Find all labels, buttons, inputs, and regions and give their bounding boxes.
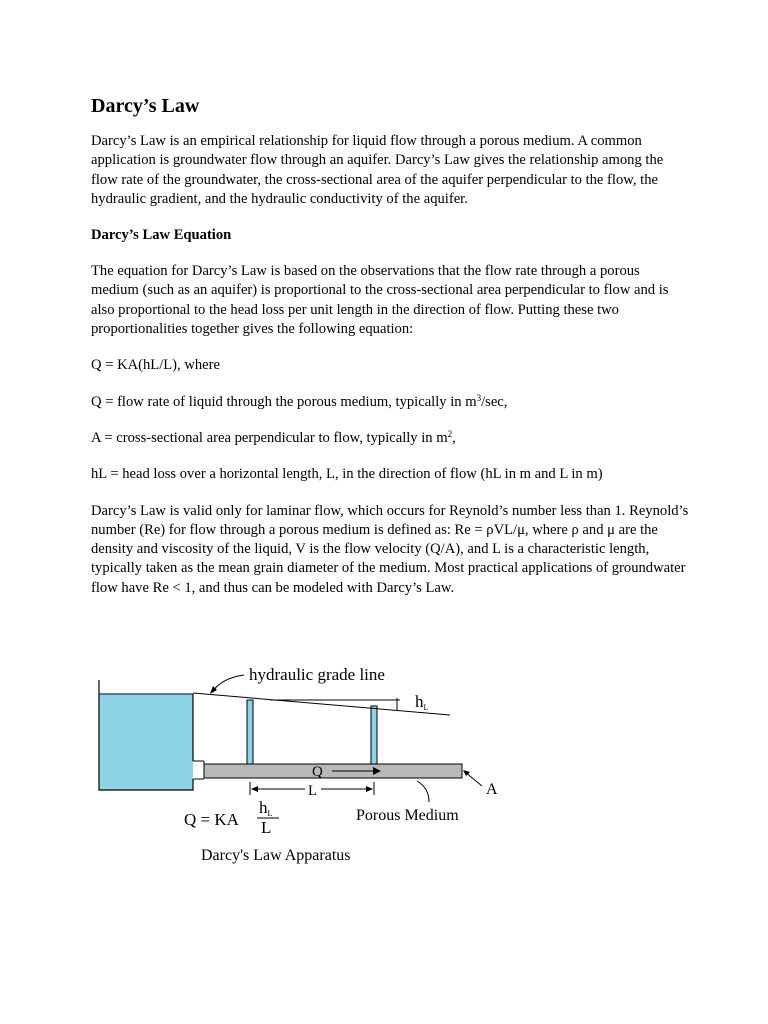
q-definition-sup: 3	[476, 392, 482, 403]
text-column	[91, 94, 691, 615]
figure-caption: Darcy's Law Apparatus	[201, 847, 351, 864]
a-definition-text: A = cross-sectional area perpendicular to flow, typically in m	[91, 429, 448, 446]
length-arrow-right	[366, 786, 373, 792]
a-definition	[91, 429, 691, 448]
q-definition	[91, 393, 691, 412]
equation-intro-paragraph: The equation for Darcy’s Law is based on the observations that the flow rate through a porous medium (such as an aquifer) is proportional to the cross-sectional area perpendicular to flow and is also proportional to the head loss per unit length in the direction of flow. Putting these two proportionalities together gives the following equation:	[91, 263, 669, 338]
q-definition-tail: /sec,	[481, 393, 508, 410]
intro-paragraph: Darcy’s Law is an empirical relationship for liquid flow through a porous medium. A common application is groundwater flow through an aquifer. Darcy’s Law gives the relationship among the flow rate of the groundwater, the cross-sectional area of the aquifer perpendicular to the flow, the hydraulic gradient, and the hydraulic conductivity of the aquifer.	[91, 133, 664, 207]
grade-line-label: hydraulic grade line	[249, 665, 385, 684]
flow-q-label: Q	[312, 764, 323, 780]
hl-label	[415, 692, 429, 712]
formula-numerator-main: h	[259, 798, 268, 817]
porous-medium-label: Porous Medium	[356, 807, 459, 824]
porous-medium-pointer	[417, 781, 429, 802]
formula-lhs: Q = KA	[184, 810, 239, 829]
hl-definition: hL = head loss over a horizontal length, L, in the direction of flow (hL in m and L in m)	[91, 466, 603, 483]
tank-water	[99, 694, 193, 790]
area-label: A	[486, 781, 498, 798]
page-title: Darcy’s Law	[91, 95, 200, 117]
grade-line-pointer	[212, 675, 244, 692]
equation-line: Q = KA(hL/L), where	[91, 357, 220, 374]
a-definition-tail: ,	[452, 429, 456, 446]
formula-numerator	[259, 798, 273, 818]
length-arrow-left	[251, 786, 258, 792]
length-label: L	[308, 783, 318, 799]
piezometer-tube-1	[247, 700, 253, 764]
hydraulic-grade-line	[193, 693, 450, 715]
formula-numerator-sub: L	[267, 809, 273, 818]
a-definition-sup: 2	[447, 428, 453, 439]
section-heading: Darcy’s Law Equation	[91, 227, 232, 244]
q-definition-text: Q = flow rate of liquid through the porous medium, typically in m	[91, 393, 477, 410]
darcy-apparatus-diagram	[92, 660, 512, 870]
hl-label-sub: L	[423, 703, 429, 712]
validity-paragraph: Darcy’s Law is valid only for laminar flow, which occurs for Reynold’s number less than 1. Reynold’s number (Re) for flow through a porous medium is defined as: Re = ρVL/μ, where ρ and μ are the density and viscosity of the liquid, V is the flow velocity (Q/A), and L is a characteristic length, typically taken as the mean grain diameter of the medium. Most practical applications of groundwater flow have Re < 1, and thus can be modeled with Darcy’s Law.	[91, 502, 689, 596]
hl-label-main: h	[415, 692, 424, 711]
piezometer-tube-2	[371, 706, 377, 764]
formula-denominator: L	[261, 818, 272, 837]
darcy-apparatus-figure	[92, 660, 512, 870]
